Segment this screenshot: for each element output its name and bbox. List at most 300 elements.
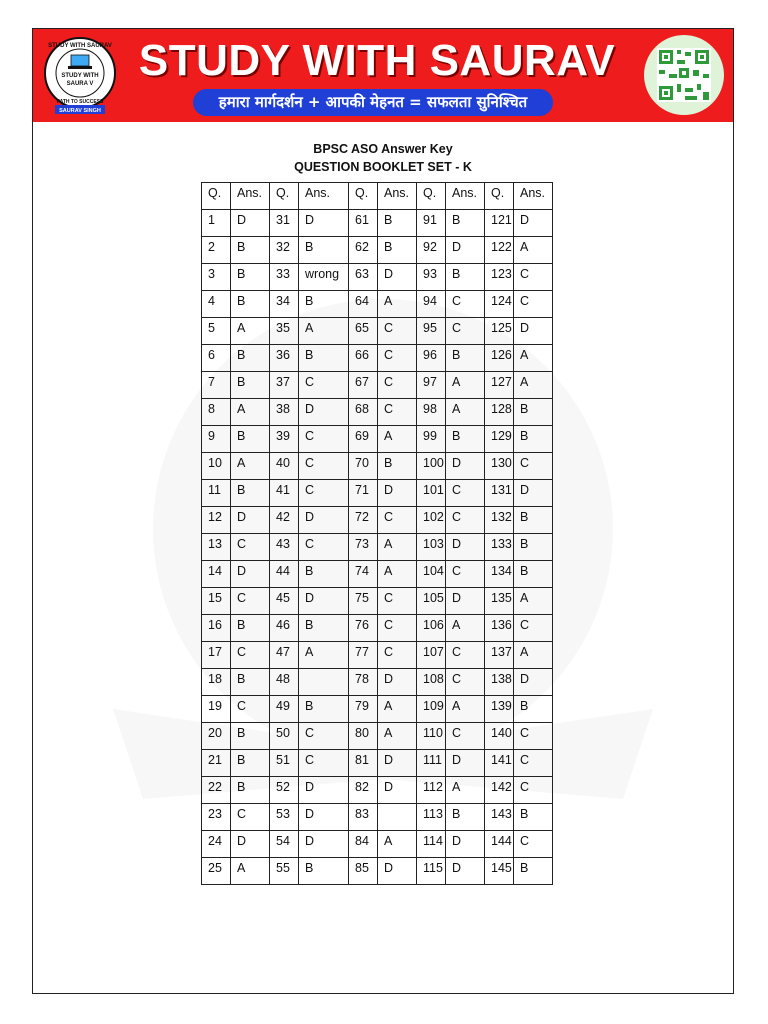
question-number-cell: 122 xyxy=(485,237,514,264)
answer-cell: B xyxy=(231,372,270,399)
answer-cell: A xyxy=(378,426,417,453)
answer-cell: B xyxy=(231,480,270,507)
question-number-cell: 127 xyxy=(485,372,514,399)
table-row xyxy=(202,858,553,885)
answer-cell: D xyxy=(514,210,553,237)
answer-cell: B xyxy=(231,777,270,804)
answer-cell: A xyxy=(446,372,485,399)
question-number-cell: 101 xyxy=(417,480,446,507)
question-number-cell: 42 xyxy=(270,507,299,534)
question-number-cell: 83 xyxy=(349,804,378,831)
question-number-cell: 113 xyxy=(417,804,446,831)
answer-cell: A xyxy=(446,696,485,723)
question-number-cell: 20 xyxy=(202,723,231,750)
question-number-cell: 68 xyxy=(349,399,378,426)
answer-cell: D xyxy=(446,858,485,885)
question-number-cell: 47 xyxy=(270,642,299,669)
question-number-cell: 18 xyxy=(202,669,231,696)
question-number-cell: 144 xyxy=(485,831,514,858)
answer-cell: A xyxy=(514,372,553,399)
question-number-cell: 7 xyxy=(202,372,231,399)
question-number-cell: 136 xyxy=(485,615,514,642)
question-number-cell: 141 xyxy=(485,750,514,777)
question-number-cell: 142 xyxy=(485,777,514,804)
table-row xyxy=(202,399,553,426)
question-number-cell: 49 xyxy=(270,696,299,723)
answer-cell: wrong xyxy=(299,264,349,291)
answer-cell: D xyxy=(299,507,349,534)
table-row xyxy=(202,426,553,453)
question-number-cell: 19 xyxy=(202,696,231,723)
answer-cell: B xyxy=(299,696,349,723)
question-number-cell: 8 xyxy=(202,399,231,426)
brand-title: STUDY WITH SAURAV xyxy=(138,36,616,85)
question-number-cell: 140 xyxy=(485,723,514,750)
answer-key-table xyxy=(201,182,553,885)
question-number-cell: 125 xyxy=(485,318,514,345)
answer-cell: A xyxy=(231,858,270,885)
header-cell: Q. xyxy=(270,183,299,210)
question-number-cell: 33 xyxy=(270,264,299,291)
question-number-cell: 128 xyxy=(485,399,514,426)
table-row xyxy=(202,318,553,345)
answer-cell: C xyxy=(514,615,553,642)
table-row xyxy=(202,291,553,318)
header-cell: Ans. xyxy=(514,183,553,210)
answer-cell: C xyxy=(231,588,270,615)
answer-cell: C xyxy=(446,507,485,534)
question-number-cell: 84 xyxy=(349,831,378,858)
answer-cell: B xyxy=(446,426,485,453)
table-row xyxy=(202,210,553,237)
question-number-cell: 36 xyxy=(270,345,299,372)
answer-cell: B xyxy=(299,615,349,642)
question-number-cell: 103 xyxy=(417,534,446,561)
tagline-pill: हमारा मार्गदर्शन + आपकी मेहनत = सफलता सुनिश्चित xyxy=(193,89,553,116)
svg-text:SAURA V: SAURA V xyxy=(66,81,94,87)
answer-cell: A xyxy=(446,399,485,426)
question-number-cell: 124 xyxy=(485,291,514,318)
question-number-cell: 111 xyxy=(417,750,446,777)
header-cell: Q. xyxy=(349,183,378,210)
answer-cell: A xyxy=(514,588,553,615)
question-number-cell: 75 xyxy=(349,588,378,615)
question-number-cell: 99 xyxy=(417,426,446,453)
question-number-cell: 71 xyxy=(349,480,378,507)
svg-text:STUDY WITH SAURAV: STUDY WITH SAURAV xyxy=(48,43,112,49)
question-number-cell: 76 xyxy=(349,615,378,642)
question-number-cell: 11 xyxy=(202,480,231,507)
answer-cell: B xyxy=(231,291,270,318)
answer-cell: C xyxy=(446,318,485,345)
answer-cell: C xyxy=(446,291,485,318)
answer-cell: D xyxy=(231,561,270,588)
table-row xyxy=(202,561,553,588)
question-number-cell: 46 xyxy=(270,615,299,642)
answer-cell: B xyxy=(299,345,349,372)
table-row xyxy=(202,750,553,777)
answer-cell: C xyxy=(514,291,553,318)
answer-cell: C xyxy=(446,723,485,750)
answer-cell: C xyxy=(378,642,417,669)
answer-cell: C xyxy=(299,453,349,480)
question-number-cell: 24 xyxy=(202,831,231,858)
question-number-cell: 13 xyxy=(202,534,231,561)
question-number-cell: 63 xyxy=(349,264,378,291)
answer-cell: C xyxy=(446,480,485,507)
header-cell: Ans. xyxy=(446,183,485,210)
question-number-cell: 41 xyxy=(270,480,299,507)
question-number-cell: 50 xyxy=(270,723,299,750)
header-cell: Ans. xyxy=(299,183,349,210)
question-number-cell: 62 xyxy=(349,237,378,264)
question-number-cell: 131 xyxy=(485,480,514,507)
answer-cell: B xyxy=(231,237,270,264)
question-number-cell: 85 xyxy=(349,858,378,885)
question-number-cell: 44 xyxy=(270,561,299,588)
answer-cell: C xyxy=(231,804,270,831)
question-number-cell: 133 xyxy=(485,534,514,561)
answer-cell: D xyxy=(514,669,553,696)
answer-cell: A xyxy=(299,642,349,669)
answer-cell: B xyxy=(231,723,270,750)
answer-cell: D xyxy=(446,831,485,858)
answer-cell: B xyxy=(514,507,553,534)
answer-cell: A xyxy=(231,399,270,426)
answer-cell: D xyxy=(446,453,485,480)
question-number-cell: 31 xyxy=(270,210,299,237)
answer-cell: B xyxy=(514,426,553,453)
answer-cell: C xyxy=(446,561,485,588)
table-row xyxy=(202,237,553,264)
question-number-cell: 69 xyxy=(349,426,378,453)
answer-cell: C xyxy=(514,777,553,804)
answer-cell: B xyxy=(231,345,270,372)
answer-cell: C xyxy=(378,318,417,345)
answer-cell: D xyxy=(514,480,553,507)
answer-cell: A xyxy=(378,696,417,723)
question-number-cell: 81 xyxy=(349,750,378,777)
question-number-cell: 15 xyxy=(202,588,231,615)
question-number-cell: 137 xyxy=(485,642,514,669)
answer-cell: B xyxy=(231,750,270,777)
answer-cell: A xyxy=(378,723,417,750)
question-number-cell: 1 xyxy=(202,210,231,237)
header-cell: Q. xyxy=(202,183,231,210)
answer-cell: D xyxy=(299,210,349,237)
answer-cell: C xyxy=(299,723,349,750)
answer-cell: A xyxy=(231,318,270,345)
question-number-cell: 95 xyxy=(417,318,446,345)
question-number-cell: 132 xyxy=(485,507,514,534)
answer-cell: A xyxy=(378,291,417,318)
question-number-cell: 98 xyxy=(417,399,446,426)
header-cell: Q. xyxy=(417,183,446,210)
question-number-cell: 108 xyxy=(417,669,446,696)
qr-code-icon[interactable] xyxy=(643,34,725,116)
answer-key-title: BPSC ASO Answer Key xyxy=(313,142,453,156)
answer-cell: B xyxy=(378,210,417,237)
header-cell: Ans. xyxy=(378,183,417,210)
answer-cell: B xyxy=(299,858,349,885)
answer-cell: C xyxy=(514,831,553,858)
answer-cell: B xyxy=(378,237,417,264)
question-number-cell: 96 xyxy=(417,345,446,372)
question-number-cell: 97 xyxy=(417,372,446,399)
question-number-cell: 72 xyxy=(349,507,378,534)
question-number-cell: 54 xyxy=(270,831,299,858)
answer-cell: A xyxy=(446,615,485,642)
table-row xyxy=(202,696,553,723)
answer-cell: D xyxy=(299,399,349,426)
answer-cell: B xyxy=(514,399,553,426)
answer-cell: C xyxy=(299,750,349,777)
question-number-cell: 100 xyxy=(417,453,446,480)
answer-cell: B xyxy=(446,210,485,237)
table-row xyxy=(202,777,553,804)
answer-cell: D xyxy=(446,237,485,264)
booklet-set-subtitle: QUESTION BOOKLET SET - K xyxy=(294,160,472,174)
question-number-cell: 25 xyxy=(202,858,231,885)
answer-cell: B xyxy=(299,561,349,588)
question-number-cell: 37 xyxy=(270,372,299,399)
question-number-cell: 9 xyxy=(202,426,231,453)
answer-cell: D xyxy=(378,480,417,507)
question-number-cell: 23 xyxy=(202,804,231,831)
question-number-cell: 129 xyxy=(485,426,514,453)
question-number-cell: 4 xyxy=(202,291,231,318)
svg-text:STUDY WITH: STUDY WITH xyxy=(61,73,99,79)
answer-cell: C xyxy=(299,480,349,507)
question-number-cell: 82 xyxy=(349,777,378,804)
question-number-cell: 109 xyxy=(417,696,446,723)
question-number-cell: 61 xyxy=(349,210,378,237)
table-row xyxy=(202,345,553,372)
answer-cell: D xyxy=(231,507,270,534)
question-number-cell: 22 xyxy=(202,777,231,804)
answer-cell: C xyxy=(378,399,417,426)
question-number-cell: 70 xyxy=(349,453,378,480)
answer-cell: C xyxy=(514,750,553,777)
question-number-cell: 35 xyxy=(270,318,299,345)
table-row xyxy=(202,534,553,561)
question-number-cell: 93 xyxy=(417,264,446,291)
answer-cell: B xyxy=(299,291,349,318)
table-row xyxy=(202,480,553,507)
answer-cell: A xyxy=(231,453,270,480)
answer-cell: D xyxy=(299,804,349,831)
question-number-cell: 145 xyxy=(485,858,514,885)
question-number-cell: 2 xyxy=(202,237,231,264)
question-number-cell: 43 xyxy=(270,534,299,561)
question-number-cell: 106 xyxy=(417,615,446,642)
answer-cell: B xyxy=(231,669,270,696)
question-number-cell: 135 xyxy=(485,588,514,615)
question-number-cell: 34 xyxy=(270,291,299,318)
question-number-cell: 102 xyxy=(417,507,446,534)
question-number-cell: 65 xyxy=(349,318,378,345)
answer-cell: C xyxy=(231,696,270,723)
question-number-cell: 138 xyxy=(485,669,514,696)
answer-cell: A xyxy=(514,237,553,264)
question-number-cell: 32 xyxy=(270,237,299,264)
question-number-cell: 91 xyxy=(417,210,446,237)
logo-badge-icon xyxy=(41,35,119,115)
answer-cell: A xyxy=(378,534,417,561)
svg-text:SAURAV SINGH: SAURAV SINGH xyxy=(59,108,101,114)
answer-cell: B xyxy=(446,345,485,372)
answer-cell: C xyxy=(378,345,417,372)
question-number-cell: 143 xyxy=(485,804,514,831)
table-row xyxy=(202,264,553,291)
answer-cell: D xyxy=(299,588,349,615)
answer-cell: C xyxy=(299,426,349,453)
question-number-cell: 21 xyxy=(202,750,231,777)
answer-cell: A xyxy=(378,831,417,858)
question-number-cell: 52 xyxy=(270,777,299,804)
question-number-cell: 78 xyxy=(349,669,378,696)
answer-cell: D xyxy=(446,534,485,561)
question-number-cell: 64 xyxy=(349,291,378,318)
table-body xyxy=(202,210,553,885)
question-number-cell: 130 xyxy=(485,453,514,480)
question-number-cell: 40 xyxy=(270,453,299,480)
question-number-cell: 110 xyxy=(417,723,446,750)
question-number-cell: 123 xyxy=(485,264,514,291)
table-row xyxy=(202,507,553,534)
question-number-cell: 10 xyxy=(202,453,231,480)
question-number-cell: 12 xyxy=(202,507,231,534)
table-row xyxy=(202,642,553,669)
answer-cell: D xyxy=(299,831,349,858)
answer-cell: D xyxy=(514,318,553,345)
answer-cell: B xyxy=(514,804,553,831)
page-frame xyxy=(32,28,734,994)
header-cell: Q. xyxy=(485,183,514,210)
answer-cell: D xyxy=(378,858,417,885)
answer-cell: D xyxy=(299,777,349,804)
answer-cell: D xyxy=(378,777,417,804)
answer-cell: B xyxy=(231,264,270,291)
table-row xyxy=(202,588,553,615)
answer-cell: B xyxy=(446,804,485,831)
question-number-cell: 94 xyxy=(417,291,446,318)
table-row xyxy=(202,372,553,399)
question-number-cell: 77 xyxy=(349,642,378,669)
question-number-cell: 51 xyxy=(270,750,299,777)
question-number-cell: 55 xyxy=(270,858,299,885)
answer-cell: B xyxy=(514,696,553,723)
answer-cell: C xyxy=(231,642,270,669)
question-number-cell: 39 xyxy=(270,426,299,453)
answer-cell: D xyxy=(378,264,417,291)
svg-text:PATH TO SUCCESS: PATH TO SUCCESS xyxy=(56,99,104,105)
answer-cell: D xyxy=(446,588,485,615)
answer-cell: D xyxy=(378,669,417,696)
answer-cell: C xyxy=(299,534,349,561)
question-number-cell: 48 xyxy=(270,669,299,696)
answer-cell: B xyxy=(299,237,349,264)
question-number-cell: 92 xyxy=(417,237,446,264)
question-number-cell: 114 xyxy=(417,831,446,858)
question-number-cell: 74 xyxy=(349,561,378,588)
question-number-cell: 126 xyxy=(485,345,514,372)
answer-cell: D xyxy=(231,831,270,858)
question-number-cell: 16 xyxy=(202,615,231,642)
answer-cell: C xyxy=(299,372,349,399)
question-number-cell: 115 xyxy=(417,858,446,885)
answer-cell: D xyxy=(231,210,270,237)
question-number-cell: 134 xyxy=(485,561,514,588)
question-number-cell: 104 xyxy=(417,561,446,588)
table-row xyxy=(202,804,553,831)
answer-cell: B xyxy=(231,426,270,453)
table-row xyxy=(202,723,553,750)
question-number-cell: 79 xyxy=(349,696,378,723)
answer-cell: C xyxy=(231,534,270,561)
answer-cell xyxy=(378,804,417,831)
answer-cell: A xyxy=(514,642,553,669)
table-row xyxy=(202,453,553,480)
table-row xyxy=(202,615,553,642)
question-number-cell: 80 xyxy=(349,723,378,750)
question-number-cell: 73 xyxy=(349,534,378,561)
answer-cell: B xyxy=(514,561,553,588)
question-number-cell: 107 xyxy=(417,642,446,669)
question-number-cell: 45 xyxy=(270,588,299,615)
answer-cell: B xyxy=(446,264,485,291)
answer-cell: A xyxy=(378,561,417,588)
answer-cell: C xyxy=(514,723,553,750)
answer-cell: C xyxy=(378,372,417,399)
question-number-cell: 3 xyxy=(202,264,231,291)
answer-cell: C xyxy=(514,264,553,291)
question-number-cell: 17 xyxy=(202,642,231,669)
answer-cell: C xyxy=(446,642,485,669)
answer-cell: C xyxy=(446,669,485,696)
answer-cell: A xyxy=(299,318,349,345)
question-number-cell: 6 xyxy=(202,345,231,372)
question-number-cell: 105 xyxy=(417,588,446,615)
table-header-row xyxy=(202,183,553,210)
question-number-cell: 38 xyxy=(270,399,299,426)
answer-cell: B xyxy=(514,858,553,885)
question-number-cell: 5 xyxy=(202,318,231,345)
answer-cell: D xyxy=(446,750,485,777)
question-number-cell: 67 xyxy=(349,372,378,399)
answer-cell: C xyxy=(378,507,417,534)
question-number-cell: 53 xyxy=(270,804,299,831)
answer-cell: C xyxy=(378,615,417,642)
answer-cell: A xyxy=(514,345,553,372)
question-number-cell: 121 xyxy=(485,210,514,237)
question-number-cell: 112 xyxy=(417,777,446,804)
header-banner xyxy=(33,29,733,122)
answer-cell: A xyxy=(446,777,485,804)
answer-cell: B xyxy=(514,534,553,561)
header-cell: Ans. xyxy=(231,183,270,210)
answer-cell: C xyxy=(514,453,553,480)
question-number-cell: 66 xyxy=(349,345,378,372)
answer-cell: C xyxy=(378,588,417,615)
table-row xyxy=(202,831,553,858)
answer-cell: B xyxy=(378,453,417,480)
table-row xyxy=(202,669,553,696)
question-number-cell: 139 xyxy=(485,696,514,723)
question-number-cell: 14 xyxy=(202,561,231,588)
answer-cell xyxy=(299,669,349,696)
answer-cell: B xyxy=(231,615,270,642)
